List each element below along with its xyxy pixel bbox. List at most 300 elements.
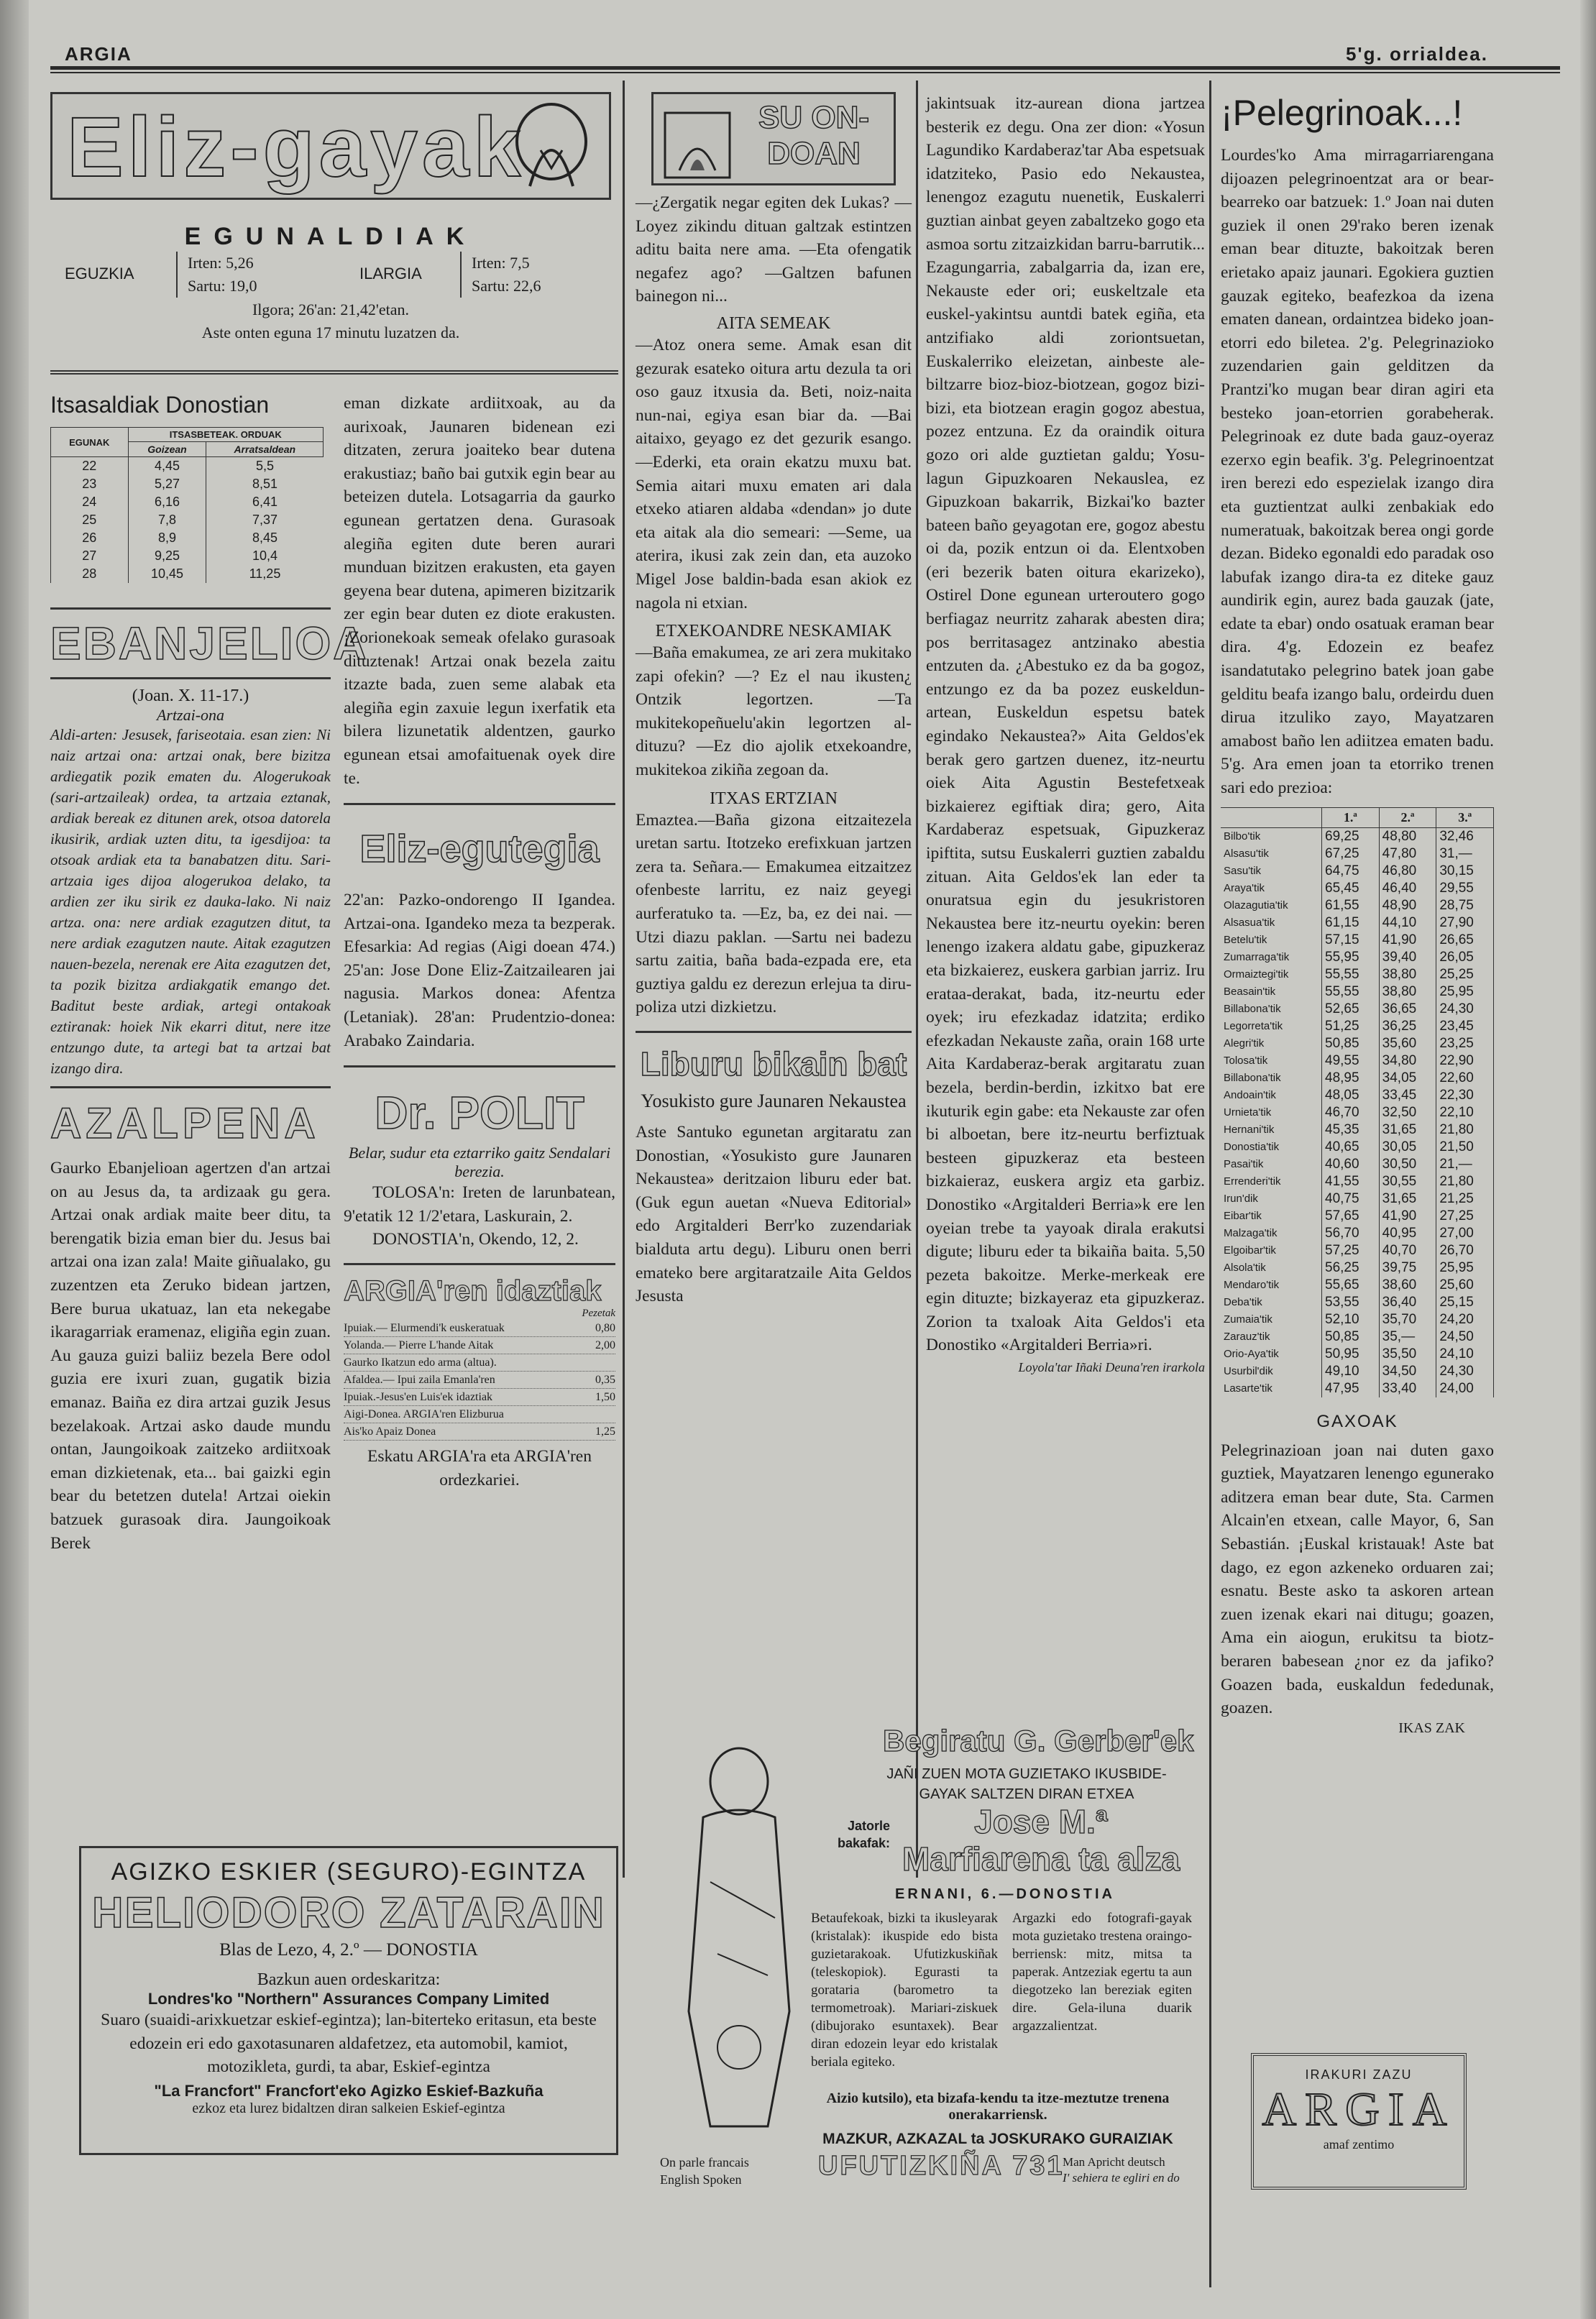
train-fare: 65,45 xyxy=(1322,880,1380,897)
train-station: Olazagutia'tik xyxy=(1221,897,1322,914)
train-fare: 47,80 xyxy=(1379,845,1436,863)
train-fare: 31,— xyxy=(1436,845,1494,863)
train-fare: 28,75 xyxy=(1436,897,1494,914)
train-station: Donostia'tik xyxy=(1221,1139,1322,1156)
train-fare: 30,15 xyxy=(1436,863,1494,880)
train-fare-row xyxy=(1221,1173,1494,1190)
train-fare-row xyxy=(1221,1139,1494,1156)
ilgora-note: Ilgora; 26'an: 21,42'etan. xyxy=(252,300,410,318)
train-fare: 33,40 xyxy=(1379,1380,1436,1397)
idaztiak-item-price: 0,35 xyxy=(595,1374,615,1387)
ebanjelioa-title: EBANJELIOA xyxy=(50,617,369,669)
ebanjelioa-subtitle: Artzai-ona xyxy=(156,706,225,724)
tide-row xyxy=(51,511,324,529)
gerber-french: On parle francais xyxy=(660,2155,749,2169)
tide-cell: 10,4 xyxy=(206,547,324,565)
train-fare-row xyxy=(1221,1259,1494,1277)
train-fare-row xyxy=(1221,827,1494,845)
train-fare-row xyxy=(1221,1277,1494,1294)
tide-cell: 6,16 xyxy=(128,493,206,511)
running-header-left: ARGIA xyxy=(65,43,132,65)
train-fare: 56,25 xyxy=(1322,1259,1380,1277)
train-station: Tolosa'tik xyxy=(1221,1052,1322,1070)
train-fare: 48,95 xyxy=(1322,1070,1380,1087)
train-fare: 38,60 xyxy=(1379,1277,1436,1294)
gerber-left-text: Betaufekoak, bizki ta ikusleyarak (kristalak): ikuspide edo bista guzietarakoak. Ufutizkuskiñak (teleskopiok). Egurasti ta gorataria (barometro ta termometroak). Mariari-ziskuek (dibujorako esuntaxek). Bear diran edozein leyar edo kristalak beriala egiteko. xyxy=(811,1911,998,2070)
train-fare: 50,95 xyxy=(1322,1346,1380,1363)
train-station: Beasain'tik xyxy=(1221,983,1322,1001)
tide-cell: 8,45 xyxy=(206,529,324,547)
tide-cell: 9,25 xyxy=(128,547,206,565)
train-fare: 23,25 xyxy=(1436,1035,1494,1052)
idaztiak-item-title: Aigi-Donea. ARGIA'ren Elizburua xyxy=(344,1408,504,1421)
praying-figure-icon xyxy=(501,100,602,196)
ebanjelioa-text: Aldi-arten: Jesusek, fariseotaia. esan zien: Ni naiz artzai ona: artzai onak, bere bizitza ardiegatik pozik ematen du. Alogerukoak (sari-artzaileak) ordea, ta artzaia eztanak, ardiak bereak ez ditunen arek, otsoa datorela ikusirik, ardiak uzten ditu, ta igesdijoa: ta otsoak ardiak eta ta banabatzen ditu. Sari-artzaia iges dijoa alogerukoa delako, ta ardien zer iku sirik ez dauka-lako. Ni naiz artza. ona: nere ardiak ezagutzen ditut, ta nere ardiak ezagutzen naute. Aitak ezagutzen nauen-bezela, nerenak ere Aita ezagutzen det, ta pozik bizitza ardiakgatik emango det. Baditut beste ardiak, artegi ontakoak eztiranak: hoiek Nik ekarri ditut, nere itze entzungo dute, ta artegi bat ta artzai bat izango dira. xyxy=(50,726,331,1077)
train-fare: 50,85 xyxy=(1322,1328,1380,1346)
itsasaldiak-title: Itsasaldiak Donostian xyxy=(50,392,270,418)
train-fare: 61,55 xyxy=(1322,897,1380,914)
su-ondoan-title: SU ON-DOAN xyxy=(758,100,869,171)
nekaustea-text: jakintsuak itz-aurean diona jartzea besterik ez degu. Ona zer dion: «Yosun Lagundiko Kardaberaz'tar Aba espetsuak idatziteko, Pasio edo Nekaustea, lenengoz ezagutu nuenetik, Euskalerri guztian ainbat geyen zabaltzeko gogo eta asmoa sortu zitzaizkidan barru-barrutik... Ezagungarria, zabalgarria da, izan ere, Nekauste eder ori; euskeltzale eta euskel-yakintsu auntdi batek egiña, eta antzifiako aldi zoriontsuetan, Euskalerriko eleizetan, ainbeste ale-biltzarre bioz-bioz-biotzean, gogoz bizi-bizi, eta biotzean eragin gogoz abestua, pozez entzuna. Ez da oraindik oitura gozo ori alde guztietan galdu; Yosu-lagun Gipuzkoaren Nekauslea, ez Gipuzkoan bakarrik, Bizkai'ko bazter bateen baño geyagotan ere, gogoz abestu oi da, pozik entzun oi da. Elentxoben (eri bezerik baten oitura ekarizeko), Ostirel Done egunean urteroutero gogo berfiagaz neurritz zaharak abesten dira; pos berritasagez antzinako abestia entzuten da. ¿Abestuko ez da ba gogoz, entzungo ez da ba pozez euskeldun-artean, Euskeldun espetsu batek egindako Nekaustea?» Aita Geldos'ek berak gero gartzen duenez, itz-neurtu oiek Aita Agustin Bestefetxeak bizkaierez egiftiak dira; gero, Aita Kardaberaz espetsuak, Gipuzkeraz ipiftita, sutsu Euskalerri guztien zabaldu zituan. Aita Geldos'ek lan eder ta onuratsua egin du jesukristoren Nekaustea bere itz-neurtu oyekin: beren lenengo izakera aldatu gabe, gipuzkeraz eta bizkaierez, euskera garbian jarriz. Iru erataa-derakat, bada, itz-neurtu eder oyek; iru efezkadaz idatzita; erdiko efezkadan Nekauste zaña, orain 168 urte Aita Kardaberaz-berak argitaratu zuan bezela, berdin-berdin, izkitxo bat ere ikuturik egin gabe: eta Nekauste zar ofen bi alboetan, bere itz-neurtu berfiztuak besteen gipuzkeraz eta besteen bizkaieraz, euskera argiz eta garbiz. Donostiko «Argitalderi Berria»k ere len oyeian trebe ta yayoak dirala erakutsi digute; liburu eder ta bikaiña baita. 5,50 pezeta bakoitze. Merke-merkeak ere egin dituzte; bizkayeraz eta gipuzkeraz. Zorion ta txaloak Aita Geldos'i eta Donostiko «Argitalderi Berria»ri. xyxy=(926,94,1205,1355)
train-fare-row xyxy=(1221,1052,1494,1070)
train-fare: 40,70 xyxy=(1379,1242,1436,1259)
train-fare-row xyxy=(1221,983,1494,1001)
tide-cell: 7,8 xyxy=(128,511,206,529)
egunaldiak-heading: EGUNALDIAK xyxy=(184,223,477,250)
train-fare: 39,75 xyxy=(1379,1259,1436,1277)
train-station: Betelu'tik xyxy=(1221,932,1322,949)
train-fare: 35,50 xyxy=(1379,1346,1436,1363)
gerber-representative-label: Jatorle bakafak: xyxy=(837,1819,890,1850)
gerber-english: English Spoken xyxy=(660,2172,742,2187)
argia-promo-price: amaf zentimo xyxy=(1323,2137,1395,2152)
argia-promo xyxy=(1251,2053,1467,2190)
idaztiak-item-title: Yolanda.— Pierre L'hande Aitak xyxy=(344,1339,494,1352)
tide-cell: 11,25 xyxy=(206,565,324,583)
train-fare-row xyxy=(1221,1190,1494,1208)
train-fare: 36,40 xyxy=(1379,1294,1436,1311)
train-fare: 61,15 xyxy=(1322,914,1380,932)
train-fare: 24,30 xyxy=(1436,1363,1494,1380)
su-ondoan-text: —¿Zergatik negar egiten dek Lukas? —Loyez zikindu dituan galtzak estintzen aditu baita nere ama. —Eta ofengatik negafez ago? —Galtzen bafunen bainegon ni... xyxy=(636,193,912,306)
tide-cell: 7,37 xyxy=(206,511,324,529)
train-fare: 34,50 xyxy=(1379,1363,1436,1380)
idaztiak-item-price: 1,50 xyxy=(595,1391,615,1404)
train-fare-row xyxy=(1221,1156,1494,1173)
train-fare: 46,70 xyxy=(1322,1104,1380,1121)
gerber-address: ERNANI, 6.—DONOSTIA xyxy=(894,1886,1116,1902)
train-fare: 41,90 xyxy=(1379,1208,1436,1225)
train-station: Irun'dik xyxy=(1221,1190,1322,1208)
train-station: Mendaro'tik xyxy=(1221,1277,1322,1294)
train-fare-row xyxy=(1221,1208,1494,1225)
idaztiak-list xyxy=(344,1320,615,1441)
train-fare: 53,55 xyxy=(1322,1294,1380,1311)
train-fare: 52,10 xyxy=(1322,1311,1380,1328)
train-fare: 22,60 xyxy=(1436,1070,1494,1087)
ilargia-label: ILARGIA xyxy=(359,265,422,283)
gerber-bottom-1: Aizio kutsilo), eta bizafa-kendu ta itze-meztutze trenena onerakarriensk. xyxy=(826,2090,1170,2123)
idaztiak-title: ARGIA'ren idaztiak xyxy=(344,1275,602,1308)
eguzkia-rise: Irten: 5,26 xyxy=(188,254,254,272)
header-rule xyxy=(50,66,1560,70)
tide-row xyxy=(51,475,324,493)
train-fare-row xyxy=(1221,1380,1494,1397)
idaztiak-item-title: Afaldea.— Ipui zaila Emanla'ren xyxy=(344,1374,495,1387)
train-station: Zumaia'tik xyxy=(1221,1311,1322,1328)
train-station: Bilbo'tik xyxy=(1221,827,1322,845)
third-column xyxy=(636,92,912,1839)
train-fare: 40,65 xyxy=(1322,1139,1380,1156)
train-fare-row xyxy=(1221,1018,1494,1035)
train-fare: 47,95 xyxy=(1322,1380,1380,1397)
train-fare: 49,55 xyxy=(1322,1052,1380,1070)
gaxoak-text: Pelegrinazioan joan nai duten gaxo guztiek, Mayatzaren lenengo egunerako aditzera eman bear dute, Sta. Carmen Alcain'en etxean, calle Mayor, 6, San Sebastián. ¡Euskal kristauak! Aste bat dago, ez egon azkeneko orduaren zai; esnatu. Beste asko ta askoren artean zuen izenak ekari nai ditugu; goazen, Ama ein aiogun, erukitsu ta biotz-beraren babesean ¿nor ez da jafiko? Goazen bada, euskaldun fededunak, goazen. xyxy=(1221,1441,1494,1718)
train-fare-row xyxy=(1221,845,1494,863)
train-fare: 22,10 xyxy=(1436,1104,1494,1121)
train-station: Alegri'tik xyxy=(1221,1035,1322,1052)
itxas-ertzian-title: ITXAS ERTZIAN xyxy=(710,789,838,808)
page-number: 5'g. orrialdea. xyxy=(1345,43,1488,65)
train-fare-row xyxy=(1221,1363,1494,1380)
train-fare: 32,50 xyxy=(1379,1104,1436,1121)
train-station: Zarauz'tik xyxy=(1221,1328,1322,1346)
train-station: Andoain'tik xyxy=(1221,1087,1322,1104)
train-fare: 48,80 xyxy=(1379,827,1436,845)
train-fare: 30,50 xyxy=(1379,1156,1436,1173)
train-fare-row xyxy=(1221,897,1494,914)
column-divider xyxy=(1209,81,1211,2287)
gerber-german: Man Apricht deutsch xyxy=(1063,2155,1165,2169)
train-station: Eibar'tik xyxy=(1221,1208,1322,1225)
liburu-text: Aste Santuko egunetan argitaratu zan Donostian, «Yosukisto gure Jaunaren Nekaustea» deritzaion liburu eder bat. (Guk egun auetan «Nueva Editorial» edo Argitalderi Berr'ko zuzendariak bialduta artu degu). Liburu onen berri emateko bere argitaratzaile Aita Geldos Jesusta xyxy=(636,1123,912,1306)
tide-cell: 23 xyxy=(51,475,129,493)
etxekoandre-text: —Baña emakumea, ze ari zera mukitako zapi ofekin? —? Ez el nau ikusten¿ Ontzik legortzen. —Ta mukitekopeñuelu'akin legortzen al-dituzu? —Ez dio ajolik etxekoandre, mukitekoa zikiña zegoan da. xyxy=(636,643,912,780)
left-column xyxy=(50,392,369,1858)
argia-promo-line1: IRAKURI ZAZU xyxy=(1305,2067,1413,2082)
idaztiak-footer: Eskatu ARGIA'ra eta ARGIA'ren ordezkariei. xyxy=(367,1447,592,1489)
azalpena-title: AZALPENA xyxy=(50,1099,320,1147)
train-fare: 21,80 xyxy=(1436,1173,1494,1190)
train-station: Legorreta'tik xyxy=(1221,1018,1322,1035)
train-station: Alsasu'tik xyxy=(1221,845,1322,863)
egutegia-title: Eliz-egutegia xyxy=(359,827,600,871)
egunaldiak-block xyxy=(50,208,611,367)
tide-cell: 6,41 xyxy=(206,493,324,511)
train-fare: 24,10 xyxy=(1436,1346,1494,1363)
tide-row xyxy=(51,547,324,565)
tide-cell: 25 xyxy=(51,511,129,529)
train-fare-row xyxy=(1221,1346,1494,1363)
tide-cell: 4,45 xyxy=(128,457,206,476)
train-station: Ormaiztegi'tik xyxy=(1221,966,1322,983)
train-fare: 25,15 xyxy=(1436,1294,1494,1311)
train-fare: 57,65 xyxy=(1322,1208,1380,1225)
train-fare: 21,50 xyxy=(1436,1139,1494,1156)
optician-figure-icon xyxy=(660,1738,811,2169)
egutegia-text: 22'an: Pazko-ondorengo II Igandea. Artzai-ona. Igandeko meza ta bezperak. Efesarkia: Ad regias (Aigi doean 474.) 25'an: Jose Done Eliz-Zaitzailearen jai nagusia. Markos donea: Afentza (Letaniak). 28'an: Prudentzio-donea: Arabako Zaindaria. xyxy=(344,891,615,1050)
train-fare: 32,46 xyxy=(1436,827,1494,845)
tide-row xyxy=(51,529,324,547)
tide-cell: 28 xyxy=(51,565,129,583)
train-fares-table xyxy=(1221,807,1494,1397)
train-station: Araya'tik xyxy=(1221,880,1322,897)
idaztiak-item xyxy=(344,1423,615,1441)
eliz-gayak-title: Eliz-gayak xyxy=(67,100,526,195)
column-divider xyxy=(623,81,625,1878)
train-station: Zumarraga'tik xyxy=(1221,949,1322,966)
tide-cell: 10,45 xyxy=(128,565,206,583)
idaztiak-item xyxy=(344,1337,615,1354)
polit-tolosa: TOLOSA'n: Ireten de larunbatean, 9'etatik 12 1/2'etara, Laskurain, 2. xyxy=(344,1183,615,1226)
train-station: Orio-Aya'tik xyxy=(1221,1346,1322,1363)
tide-header-egunak: EGUNAK xyxy=(51,428,129,457)
train-fare: 64,75 xyxy=(1322,863,1380,880)
train-fare: 55,55 xyxy=(1322,983,1380,1001)
second-column xyxy=(344,392,615,1858)
gerber-right-text: Argazki edo fotografi-gayak mota guzietako trestena oraingo-berriensk: mitz, mitsa ta paperak. Antzeziak egertu ta aun diegotzeko lan bereziak egiten dire. Gela-iluna duarik argazzalientzat. xyxy=(1012,1911,1192,2034)
aita-semeak-text: —Atoz onera seme. Amak esan dit gezurak esateko oitura artu dezula ta ori oso gauz itxusia da. Beti, noiz-naita nun-nai, egiya esan biar da. —Bai aitaixo, geyago ez det gezurik esango. —Ederki, eta orain ekatzu muxu bat. Semia aitari muxu ematen ari dala etxeko atiaren aldaba «dendan» jo dute eta aitak ala dio semeari: —Seme, ua aterira, ikusi zak zein dan, eta auzoko Migel Jose baldin-bada esan akiok ez nagola ni etxian. xyxy=(636,335,912,612)
train-fare: 35,— xyxy=(1379,1328,1436,1346)
train-station: Hernani'tik xyxy=(1221,1121,1322,1139)
azalpena-text: Gaurko Ebanjelioan agertzen d'an artzai on au Jesus da, ta ardizaak gu gera. Artzai onak ardiak maite beer ditu, ta berengatik bizia eman bier du. Jesus bai artzai ona izan zala! Maite giñualako, gu zuzentzen eta Zeruko bidean jartzen, Bere burua ukatuaz, lan eta nekegabe ikaragarriak eramenaz, eligiña egin zuan. Au gauza guizi baliiz bezela Bere odol guzia ere ixuri zuan, gugatik bizia emanaz. Baiña ez dira artzai guzik Jesus bezelakoak. Artzai asko daude mundu ontan, Jaungoikoak zaitzeko ardiitxoak eman dizkietenak, eta... bai gaizki egin bear du betetzen dutela! Artzai oiekin batzuek gurasoak dira. Jaungoikoak Berek xyxy=(50,1159,331,1553)
train-fare: 39,40 xyxy=(1379,949,1436,966)
train-fare: 24,00 xyxy=(1436,1380,1494,1397)
fare-class-3: 3.ª xyxy=(1436,807,1494,827)
train-fare: 24,20 xyxy=(1436,1311,1494,1328)
gerber-name: Jose M.ª Marfiarena ta alza xyxy=(902,1803,1180,1878)
idaztiak-item-title: Gaurko Ikatzun edo arma (altua). xyxy=(344,1356,497,1369)
heliodoro-french: "La Francfort" Francfort'eko Agizko Eskief-Bazkuña xyxy=(154,2081,544,2100)
train-fare: 26,70 xyxy=(1436,1242,1494,1259)
train-station: Elgoibar'tik xyxy=(1221,1242,1322,1259)
train-fare: 22,30 xyxy=(1436,1087,1494,1104)
train-fare-row xyxy=(1221,1035,1494,1052)
gerber-bottom-2: MAZKUR, AZKAZAL ta JOSKURAKO GURAIZIAK xyxy=(822,2131,1173,2147)
day-length-note: Aste onten eguna 17 minutu luzatzen da. xyxy=(201,323,460,341)
tide-row xyxy=(51,493,324,511)
idaztiak-currency: Pezetak xyxy=(582,1308,615,1320)
ilargia-rise: Irten: 7,5 xyxy=(472,254,530,272)
pelegrinoak-title: ¡Pelegrinoak...! xyxy=(1221,93,1463,133)
train-fare: 30,05 xyxy=(1379,1139,1436,1156)
train-fare: 24,50 xyxy=(1436,1328,1494,1346)
tide-row xyxy=(51,565,324,583)
train-fare: 38,80 xyxy=(1379,966,1436,983)
train-fare-row xyxy=(1221,1311,1494,1328)
liburu-subtitle: Yosukisto gure Jaunaren Nekaustea xyxy=(641,1090,907,1111)
tide-header-goiz: Goizean xyxy=(128,442,206,457)
train-fare: 21,80 xyxy=(1436,1121,1494,1139)
train-fare: 48,05 xyxy=(1322,1087,1380,1104)
train-fare: 25,60 xyxy=(1436,1277,1494,1294)
train-fare-row xyxy=(1221,1294,1494,1311)
gaxoak-signature: IKAS ZAK xyxy=(1398,1719,1465,1736)
heliodoro-address: Blas de Lezo, 4, 2.º — DONOSTIA xyxy=(219,1940,478,1960)
train-fare: 25,95 xyxy=(1436,983,1494,1001)
train-fare: 44,10 xyxy=(1379,914,1436,932)
train-fare: 36,65 xyxy=(1379,1001,1436,1018)
train-fare: 31,65 xyxy=(1379,1121,1436,1139)
tide-cell: 22 xyxy=(51,457,129,476)
train-fare: 38,80 xyxy=(1379,983,1436,1001)
train-fare: 26,65 xyxy=(1436,932,1494,949)
train-fare: 33,45 xyxy=(1379,1087,1436,1104)
train-station: Billabona'tik xyxy=(1221,1070,1322,1087)
eguzkia-label: EGUZKIA xyxy=(65,265,134,283)
train-station: Usurbil'dik xyxy=(1221,1363,1322,1380)
train-fare: 48,90 xyxy=(1379,897,1436,914)
header-rule xyxy=(50,72,1560,73)
train-fare: 52,65 xyxy=(1322,1001,1380,1018)
idaztiak-item-title: Ais'ko Apaiz Donea xyxy=(344,1425,436,1438)
train-fare-row xyxy=(1221,1001,1494,1018)
gerber-title: Begiratu G. Gerber'ek xyxy=(883,1724,1194,1758)
train-fare: 23,45 xyxy=(1436,1018,1494,1035)
train-fare: 36,25 xyxy=(1379,1018,1436,1035)
fifth-column xyxy=(1221,92,1494,1889)
train-fare: 46,80 xyxy=(1379,863,1436,880)
train-fare-row xyxy=(1221,966,1494,983)
train-fare: 35,70 xyxy=(1379,1311,1436,1328)
train-fare: 50,85 xyxy=(1322,1035,1380,1052)
train-fare: 45,35 xyxy=(1322,1121,1380,1139)
train-fare-row xyxy=(1221,1242,1494,1259)
idaztiak-item-price: 0,80 xyxy=(595,1322,615,1335)
train-fare: 25,95 xyxy=(1436,1259,1494,1277)
printer-credit: Loyola'tar Iñaki Deuna'ren irarkola xyxy=(1018,1360,1205,1375)
train-fare: 21,25 xyxy=(1436,1190,1494,1208)
pelegrinoak-text: Lourdes'ko Ama mirragarriarengana dijoazen pelegrinoentzat ara or bear-bearreko oar batzuek: 1.º Joan nai duten guziek il onen 29'rako beren izenak eman bear dituzte, bakoitzak beren erietako apaiz jaunari. Egokiera guztien gauzak egiteko, beafezkoa da izena ematen danean, ordaintzea bideko joan-etorri edo biletea. 2'g. Pelegrinazioko zuzendarien gain gelditzen da Prantzi'ko mugan bear diran agiri eta besteko joan-etorrien gorabeherak. Pelegrinoak ez dute bada gauz-oyeraz ezerxo egin beafik. 3'g. Pelegrinoentzat iren berezi edo espezielak izango dira eta guztientzat aulki zenbakiak edo numeratuak, bakoitzak berea ongi gorde dezan. Bideko egonaldi edo paradak oso labufak izango dira-ta ez diteke gauz aundirik egin, aurez bada gauzak (jate, edate ta ebar) ondo osatuak eraman bear dira. 4'g. Edozein ez beafez isandatutako pelegrino batek joan gabe gelditu beafa izango balu, ordeirdu duen dirua itzuliko zayo, Mayatzaren amabost baño len adiitzea ematen badu. 5'g. Ara emen joan ta etorriko trenen sari edo prezioa: xyxy=(1221,146,1494,798)
fare-class-2: 2.ª xyxy=(1379,807,1436,827)
train-fare: 46,40 xyxy=(1379,880,1436,897)
train-fare-row xyxy=(1221,1328,1494,1346)
train-fare-row xyxy=(1221,949,1494,966)
idaztiak-item-title: Ipuiak.-Jesus'en Luis'ek idaztiak xyxy=(344,1391,493,1404)
train-station: Malzaga'tik xyxy=(1221,1225,1322,1242)
train-fare: 49,10 xyxy=(1322,1363,1380,1380)
train-fare: 55,65 xyxy=(1322,1277,1380,1294)
train-station: Lasarte'tik xyxy=(1221,1380,1322,1397)
train-fare: 56,70 xyxy=(1322,1225,1380,1242)
train-fare: 22,90 xyxy=(1436,1052,1494,1070)
train-fare: 31,65 xyxy=(1379,1190,1436,1208)
train-fare: 51,25 xyxy=(1322,1018,1380,1035)
train-fare: 34,80 xyxy=(1379,1052,1436,1070)
etxekoandre-title: ETXEKOANDRE NESKAMIAK xyxy=(655,622,892,641)
train-fare: 21,— xyxy=(1436,1156,1494,1173)
train-fare-row xyxy=(1221,1070,1494,1087)
tide-cell: 5,27 xyxy=(128,475,206,493)
heliodoro-bazkun: Bazkun auen ordeskaritza: xyxy=(257,1970,441,1989)
polit-title: Dr. POLIT xyxy=(375,1087,584,1139)
train-station: Alsasua'tik xyxy=(1221,914,1322,932)
train-fare: 24,30 xyxy=(1436,1001,1494,1018)
idaztiak-item xyxy=(344,1406,615,1423)
train-fare: 40,95 xyxy=(1379,1225,1436,1242)
page-edge xyxy=(1580,0,1596,2319)
argia-promo-title: ARGIA xyxy=(1262,2083,1456,2136)
heliodoro-service: AGIZKO ESKIER (SEGURO)-EGINTZA xyxy=(111,1858,587,1886)
ilargia-set: Sartu: 22,6 xyxy=(472,277,541,295)
train-fare: 57,25 xyxy=(1322,1242,1380,1259)
train-station: Deba'tik xyxy=(1221,1294,1322,1311)
train-fare: 27,25 xyxy=(1436,1208,1494,1225)
idaztiak-item-price: 2,00 xyxy=(595,1339,615,1352)
train-fare: 55,95 xyxy=(1322,949,1380,966)
eguzkia-set: Sartu: 19,0 xyxy=(188,277,257,295)
train-fare: 27,90 xyxy=(1436,914,1494,932)
idaztiak-item-title: Ipuiak.— Elurmendi'k euskeratuak xyxy=(344,1322,505,1335)
idaztiak-item-price: 1,25 xyxy=(595,1425,615,1438)
gurasoak-text: eman dizkate ardiitxoak, au da aurixoak, Jaunaren bidenean ezi ditzaten, zerura joaiteko bear dutena erakustiaz; baño bai gutxik egin bear au beteizen dutela. Lotsagarria da gaurko egunean gertatzen dena. Gurasoak alegiña egiten dute beren aurari munduan bizitzen erakusten, eta gayen geyena bear dutena, apimeren bizitzarik zer egin bear duten ez diote erakusten. ¡Zorionekoak semeak ofelako gurasoak dituztenak! Artzai onak bezela zaitu itzazte bada, zuen seme alabak eta alegiña egin zaxuie legun ixerfatik eta bilera lizunetatik aldentzen, gaurko egunean etsai amofaituenak oyek dire te. xyxy=(344,394,615,788)
gerber-subtitle: JAÑI ZUEN MOTA GUZIETAKO IKUSBIDE-GAYAK SALTZEN DIRAN ETXEA xyxy=(886,1766,1167,1802)
train-fare-row xyxy=(1221,932,1494,949)
idaztiak-item xyxy=(344,1354,615,1372)
tide-cell: 24 xyxy=(51,493,129,511)
tide-cell: 8,9 xyxy=(128,529,206,547)
gerber-italian: I' sehiera te egliri en do xyxy=(1063,2171,1180,2185)
train-fare-row xyxy=(1221,914,1494,932)
train-fare-row xyxy=(1221,1087,1494,1104)
tide-header-itsas: ITSASBETEAK. ORDUAK xyxy=(128,428,324,442)
gerber-phone: UFUTIZKIÑA 731 xyxy=(818,2151,1065,2181)
idaztiak-item xyxy=(344,1389,615,1406)
gerber-advert xyxy=(660,1724,1198,2299)
fireplace-icon xyxy=(658,98,737,182)
eliz-gayak-banner xyxy=(50,92,611,200)
idaztiak-item xyxy=(344,1320,615,1337)
train-fare: 40,60 xyxy=(1322,1156,1380,1173)
train-station: Errenderi'tik xyxy=(1221,1173,1322,1190)
tide-cell: 5,5 xyxy=(206,457,324,476)
train-fare: 55,55 xyxy=(1322,966,1380,983)
train-fare: 57,15 xyxy=(1322,932,1380,949)
tide-header-arrats: Arratsaldean xyxy=(206,442,324,457)
page-edge xyxy=(0,0,29,2319)
train-station: Alsola'tik xyxy=(1221,1259,1322,1277)
heliodoro-company: Londres'ko "Northern" Assurances Company Limited xyxy=(147,1990,550,2008)
train-fare: 29,55 xyxy=(1436,880,1494,897)
itxas-ertzian-text: Emaztea.—Baña gizona eitzaitezela uretan sartu. Itotzeko erefixkuan jartzen zera ta. Señara.— Emakumea eitzaitzez ofenbeste larritu, ez naiz geyegi aurferatuko ta. —Ez, ba, ez dei nai. —Utzi diazu paklan. —Sartu nei badezu sartu zaitia, baña bada-ezpada ere, eta guztiya galdu ez derezun erlejua ta diru-poliza utzi dizkietzu. xyxy=(636,810,912,1017)
fourth-column xyxy=(926,92,1205,1767)
aita-semeak-title: AITA SEMEAK xyxy=(716,313,831,333)
train-fare: 41,55 xyxy=(1322,1173,1380,1190)
train-station: Billabona'tik xyxy=(1221,1001,1322,1018)
train-fare: 34,05 xyxy=(1379,1070,1436,1087)
train-station: Sasu'tik xyxy=(1221,863,1322,880)
train-fare: 30,55 xyxy=(1379,1173,1436,1190)
train-fare: 27,00 xyxy=(1436,1225,1494,1242)
eguzkia-times xyxy=(176,252,257,298)
ebanjelioa-reference: (Joan. X. 11-17.) xyxy=(132,686,249,705)
liburu-title: Liburu bikain bat xyxy=(640,1045,907,1083)
heliodoro-text: Suaro (suaidi-arixkuetzar eskief-egintza); lan-biterteko eritasun, eta beste edozein eri edo gaxotasunaren aldafetzez, eta automobil, kamiot, motozikleta, gurdi, ta abar, Eskief-egintza xyxy=(101,2011,597,2077)
fare-class-1: 1.ª xyxy=(1322,807,1380,827)
polit-donostia: DONOSTIA'n, Okendo, 12, 2. xyxy=(372,1230,579,1249)
tide-row xyxy=(51,457,324,476)
train-fare: 67,25 xyxy=(1322,845,1380,863)
train-fare: 35,60 xyxy=(1379,1035,1436,1052)
train-fare-row xyxy=(1221,1121,1494,1139)
su-ondoan-banner xyxy=(651,92,896,185)
column-divider xyxy=(916,81,918,1878)
ilargia-times xyxy=(460,252,541,298)
heliodoro-last: ezkoz eta lurez bidaltzen diran salkeien Eskief-egintza xyxy=(192,2100,505,2116)
train-fare: 25,25 xyxy=(1436,966,1494,983)
train-fare: 41,90 xyxy=(1379,932,1436,949)
tide-cell: 27 xyxy=(51,547,129,565)
